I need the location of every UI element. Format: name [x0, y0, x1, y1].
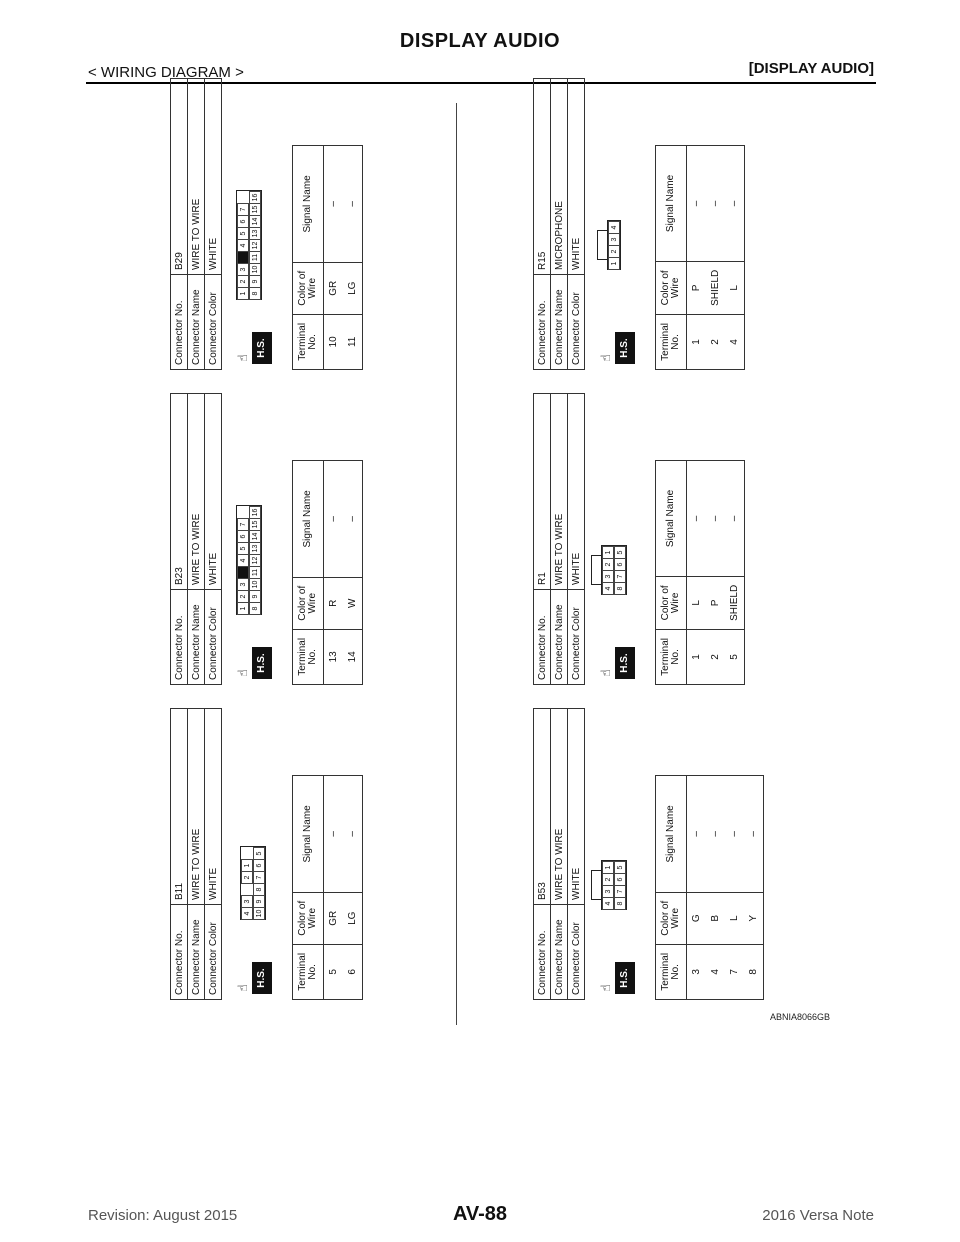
pin-cell: 3	[608, 233, 620, 246]
hand-icon: ☝	[598, 984, 613, 992]
table-row	[744, 776, 764, 1000]
pin-cell: 14	[249, 215, 261, 228]
terminal-header: Terminal No.	[293, 944, 324, 999]
terminal-cell: 2	[706, 314, 725, 369]
connector-latch	[591, 555, 602, 585]
info-value: WIRE TO WIRE	[188, 394, 205, 590]
pin-cell: 1	[602, 861, 614, 874]
terminal-cell: –	[324, 461, 344, 578]
table-row	[725, 461, 745, 685]
connector-block-b11	[170, 700, 363, 1000]
terminal-cell: 4	[725, 314, 745, 369]
pin-cell: 8	[249, 602, 261, 615]
terminal-cell: R	[324, 577, 344, 629]
pin-cell: 2	[241, 871, 253, 884]
info-value: WIRE TO WIRE	[551, 709, 568, 905]
connector-view	[222, 70, 292, 370]
pin-cell: 5	[253, 847, 265, 860]
hand-icon: ☝	[235, 354, 250, 362]
info-value: WIRE TO WIRE	[188, 79, 205, 275]
hs-label: H.S.	[252, 962, 272, 994]
terminal-table	[292, 145, 363, 370]
footer-revision: Revision: August 2015	[88, 1207, 238, 1224]
pin-cell: 7	[614, 570, 626, 583]
pin-cell: 2	[237, 590, 249, 603]
terminal-cell: 3	[687, 944, 707, 999]
terminal-cell: P	[687, 261, 707, 314]
info-key: Connector Name	[551, 590, 568, 685]
pin-cell: 13	[249, 227, 261, 240]
terminal-header: Terminal No.	[656, 314, 687, 369]
table-row	[725, 776, 744, 1000]
info-key: Connector Name	[551, 905, 568, 1000]
terminal-cell: 13	[324, 629, 344, 684]
pin-cell: 8	[614, 897, 626, 910]
terminal-cell: Y	[744, 892, 764, 944]
terminal-header: Color of Wire	[293, 892, 324, 944]
hand-icon: ☝	[598, 354, 613, 362]
terminal-cell: –	[725, 461, 745, 577]
pin-cell: 2	[602, 558, 614, 571]
pin-cell: 6	[614, 558, 626, 571]
hs-label: H.S.	[615, 962, 635, 994]
pin-cell: 10	[253, 907, 265, 920]
system-label: [DISPLAY AUDIO]	[748, 60, 874, 77]
pin-cell	[241, 883, 253, 896]
table-row	[706, 461, 725, 685]
table-row	[343, 146, 363, 370]
connector-info-table	[170, 78, 222, 370]
info-value: R15	[534, 79, 551, 275]
terminal-table	[655, 460, 745, 685]
figure-reference: ABNIA8066GB	[770, 1012, 831, 1022]
connector-face	[236, 505, 262, 615]
terminal-header: Color of Wire	[656, 576, 687, 629]
pin-cell: 9	[249, 275, 261, 288]
hs-label: H.S.	[615, 332, 635, 364]
pin-cell: 8	[249, 287, 261, 300]
terminal-cell: G	[687, 892, 707, 944]
info-key: Connector Color	[568, 905, 585, 1000]
terminal-table	[655, 775, 764, 1000]
table-row	[343, 776, 363, 1000]
terminal-header: Signal Name	[293, 146, 324, 263]
terminal-cell: –	[725, 776, 744, 893]
table-row	[324, 146, 344, 370]
connector-info-table	[533, 708, 585, 1000]
info-key: Connector No.	[534, 905, 551, 1000]
info-key: Connector Name	[188, 590, 205, 685]
terminal-cell: 11	[343, 314, 363, 369]
connector-face	[240, 846, 266, 920]
connector-info-table	[170, 708, 222, 1000]
pin-cell: 3	[602, 885, 614, 898]
harness-side-icon	[236, 960, 276, 994]
connector-info-table	[533, 78, 585, 370]
footer-page-number: AV-88	[452, 1203, 508, 1225]
terminal-cell: 2	[706, 629, 725, 684]
pin-cell: 15	[249, 518, 261, 531]
info-value: B11	[171, 709, 188, 905]
harness-side-icon	[599, 330, 639, 364]
terminal-header: Color of Wire	[293, 262, 324, 314]
harness-side-icon	[236, 330, 276, 364]
terminal-header: Color of Wire	[293, 577, 324, 629]
connector-view	[222, 385, 292, 685]
table-row	[324, 461, 344, 685]
hand-icon: ☝	[598, 669, 613, 677]
terminal-cell: –	[725, 146, 745, 262]
pin-cell: 7	[237, 203, 249, 216]
pin-cell: 5	[237, 227, 249, 240]
connector-block-b23	[170, 385, 363, 685]
connector-face	[607, 220, 621, 270]
terminal-header: Terminal No.	[656, 944, 687, 999]
terminal-cell: –	[706, 776, 725, 893]
terminal-cell: –	[687, 146, 707, 262]
pin-cell: 4	[237, 239, 249, 252]
info-value: WIRE TO WIRE	[188, 709, 205, 905]
pin-cell: 10	[249, 578, 261, 591]
pin-cell	[237, 566, 249, 579]
pin-cell: 7	[253, 871, 265, 884]
connector-face	[236, 190, 262, 300]
pin-cell: 12	[249, 239, 261, 252]
connector-face	[601, 545, 627, 595]
terminal-cell: 7	[725, 944, 744, 999]
connector-view	[585, 385, 655, 685]
table-row	[706, 776, 725, 1000]
terminal-cell: –	[324, 146, 344, 263]
pin-cell: 6	[614, 873, 626, 886]
terminal-cell: 4	[706, 944, 725, 999]
pin-cell: 5	[237, 542, 249, 555]
info-value: B23	[171, 394, 188, 590]
info-key: Connector Color	[568, 590, 585, 685]
info-key: Connector Name	[551, 275, 568, 370]
pin-cell: 16	[249, 506, 261, 519]
terminal-cell: SHIELD	[725, 576, 745, 629]
pin-cell: 5	[614, 861, 626, 874]
pin-cell: 12	[249, 554, 261, 567]
info-value: WHITE	[205, 394, 222, 590]
connector-latch	[591, 870, 602, 900]
pin-cell: 6	[253, 859, 265, 872]
pin-cell: 4	[608, 221, 620, 234]
footer-model: 2016 Versa Note	[762, 1207, 874, 1224]
table-row	[324, 776, 344, 1000]
connector-latch	[597, 230, 608, 260]
info-value: WHITE	[568, 79, 585, 275]
pin-cell: 3	[602, 570, 614, 583]
terminal-cell: GR	[324, 892, 344, 944]
table-row	[687, 146, 707, 370]
pin-cell: 13	[249, 542, 261, 555]
info-key: Connector Name	[188, 905, 205, 1000]
connector-view	[585, 70, 655, 370]
terminal-cell: 8	[744, 944, 764, 999]
connector-block-r1	[533, 385, 745, 685]
terminal-cell: 10	[324, 314, 344, 369]
table-row	[343, 461, 363, 685]
terminal-cell: L	[725, 261, 745, 314]
pin-cell: 16	[249, 191, 261, 204]
terminal-cell: 5	[725, 629, 745, 684]
connector-face	[601, 860, 627, 910]
harness-side-icon	[599, 645, 639, 679]
info-key: Connector Color	[205, 590, 222, 685]
info-key: Connector Color	[205, 905, 222, 1000]
info-key: Connector No.	[171, 275, 188, 370]
terminal-cell: L	[687, 576, 707, 629]
terminal-cell: –	[706, 146, 725, 262]
harness-side-icon	[236, 645, 276, 679]
terminal-table	[292, 775, 363, 1000]
pin-cell: 4	[602, 897, 614, 910]
terminal-header: Terminal No.	[293, 314, 324, 369]
pin-cell: 4	[602, 582, 614, 595]
hand-icon: ☝	[235, 669, 250, 677]
terminal-cell: P	[706, 576, 725, 629]
pin-cell: 1	[237, 287, 249, 300]
hand-icon: ☝	[235, 984, 250, 992]
terminal-header: Signal Name	[656, 461, 687, 577]
hs-label: H.S.	[615, 647, 635, 679]
pin-cell	[237, 251, 249, 264]
info-value: WHITE	[205, 79, 222, 275]
connector-view	[222, 700, 292, 1000]
pin-cell: 3	[241, 895, 253, 908]
pin-cell: 7	[614, 885, 626, 898]
pin-cell: 2	[608, 245, 620, 258]
pin-cell: 3	[237, 263, 249, 276]
hs-label: H.S.	[252, 332, 272, 364]
terminal-cell: –	[343, 461, 363, 578]
terminal-table	[292, 460, 363, 685]
pin-cell: 1	[608, 257, 620, 270]
page-title: DISPLAY AUDIO	[399, 30, 561, 52]
info-key: Connector No.	[534, 275, 551, 370]
terminal-cell: L	[725, 892, 744, 944]
terminal-cell: 1	[687, 314, 707, 369]
terminal-cell: LG	[343, 262, 363, 314]
connector-block-b53	[533, 700, 764, 1000]
table-row	[725, 146, 745, 370]
terminal-cell: –	[324, 776, 344, 893]
pin-cell: 3	[237, 578, 249, 591]
terminal-header: Terminal No.	[293, 629, 324, 684]
info-key: Connector No.	[534, 590, 551, 685]
terminal-cell: –	[343, 776, 363, 893]
pin-cell: 11	[249, 251, 261, 264]
terminal-header: Color of Wire	[656, 261, 687, 314]
info-value: WHITE	[568, 394, 585, 590]
pin-cell: 8	[614, 582, 626, 595]
info-value: WIRE TO WIRE	[551, 394, 568, 590]
pin-cell: 8	[253, 883, 265, 896]
info-key: Connector Color	[205, 275, 222, 370]
info-key: Connector No.	[171, 590, 188, 685]
pin-cell: 1	[602, 546, 614, 559]
terminal-header: Terminal No.	[656, 629, 687, 684]
terminal-table	[655, 145, 745, 370]
table-row	[687, 461, 707, 685]
info-value: WHITE	[568, 709, 585, 905]
pin-cell: 1	[237, 602, 249, 615]
pin-cell: 11	[249, 566, 261, 579]
hs-label: H.S.	[252, 647, 272, 679]
pin-cell: 5	[614, 546, 626, 559]
terminal-cell: B	[706, 892, 725, 944]
terminal-cell: –	[706, 461, 725, 577]
pin-cell: 9	[249, 590, 261, 603]
terminal-header: Color of Wire	[656, 892, 687, 944]
terminal-header: Signal Name	[656, 146, 687, 262]
terminal-cell: W	[343, 577, 363, 629]
terminal-cell: SHIELD	[706, 261, 725, 314]
column-divider	[456, 103, 457, 1025]
info-key: Connector No.	[171, 905, 188, 1000]
pin-cell: 1	[241, 859, 253, 872]
table-row	[706, 146, 725, 370]
pin-cell: 15	[249, 203, 261, 216]
connector-view	[585, 700, 655, 1000]
pin-cell: 14	[249, 530, 261, 543]
pin-cell: 4	[237, 554, 249, 567]
terminal-cell: 6	[343, 944, 363, 999]
terminal-header: Signal Name	[656, 776, 687, 893]
harness-side-icon	[599, 960, 639, 994]
terminal-cell: GR	[324, 262, 344, 314]
info-value: B53	[534, 709, 551, 905]
connector-info-table	[170, 393, 222, 685]
pin-cell: 7	[237, 518, 249, 531]
connector-info-table	[533, 393, 585, 685]
pin-cell: 6	[237, 215, 249, 228]
terminal-cell: LG	[343, 892, 363, 944]
pin-cell: 2	[602, 873, 614, 886]
pin-cell: 4	[241, 907, 253, 920]
terminal-cell: –	[687, 461, 707, 577]
info-key: Connector Name	[188, 275, 205, 370]
terminal-cell: 14	[343, 629, 363, 684]
info-value: WHITE	[205, 709, 222, 905]
pin-cell: 10	[249, 263, 261, 276]
terminal-cell: 5	[324, 944, 344, 999]
info-key: Connector Color	[568, 275, 585, 370]
info-value: B29	[171, 79, 188, 275]
info-value: MICROPHONE	[551, 79, 568, 275]
terminal-cell: –	[687, 776, 707, 893]
section-label: < WIRING DIAGRAM >	[88, 64, 244, 81]
terminal-cell: –	[343, 146, 363, 263]
connector-block-b29	[170, 70, 363, 370]
pin-cell: 9	[253, 895, 265, 908]
terminal-header: Signal Name	[293, 461, 324, 578]
terminal-cell: –	[744, 776, 764, 893]
connector-block-r15	[533, 70, 745, 370]
terminal-header: Signal Name	[293, 776, 324, 893]
terminal-cell: 1	[687, 629, 707, 684]
table-row	[687, 776, 707, 1000]
pin-cell: 6	[237, 530, 249, 543]
info-value: R1	[534, 394, 551, 590]
pin-cell: 2	[237, 275, 249, 288]
